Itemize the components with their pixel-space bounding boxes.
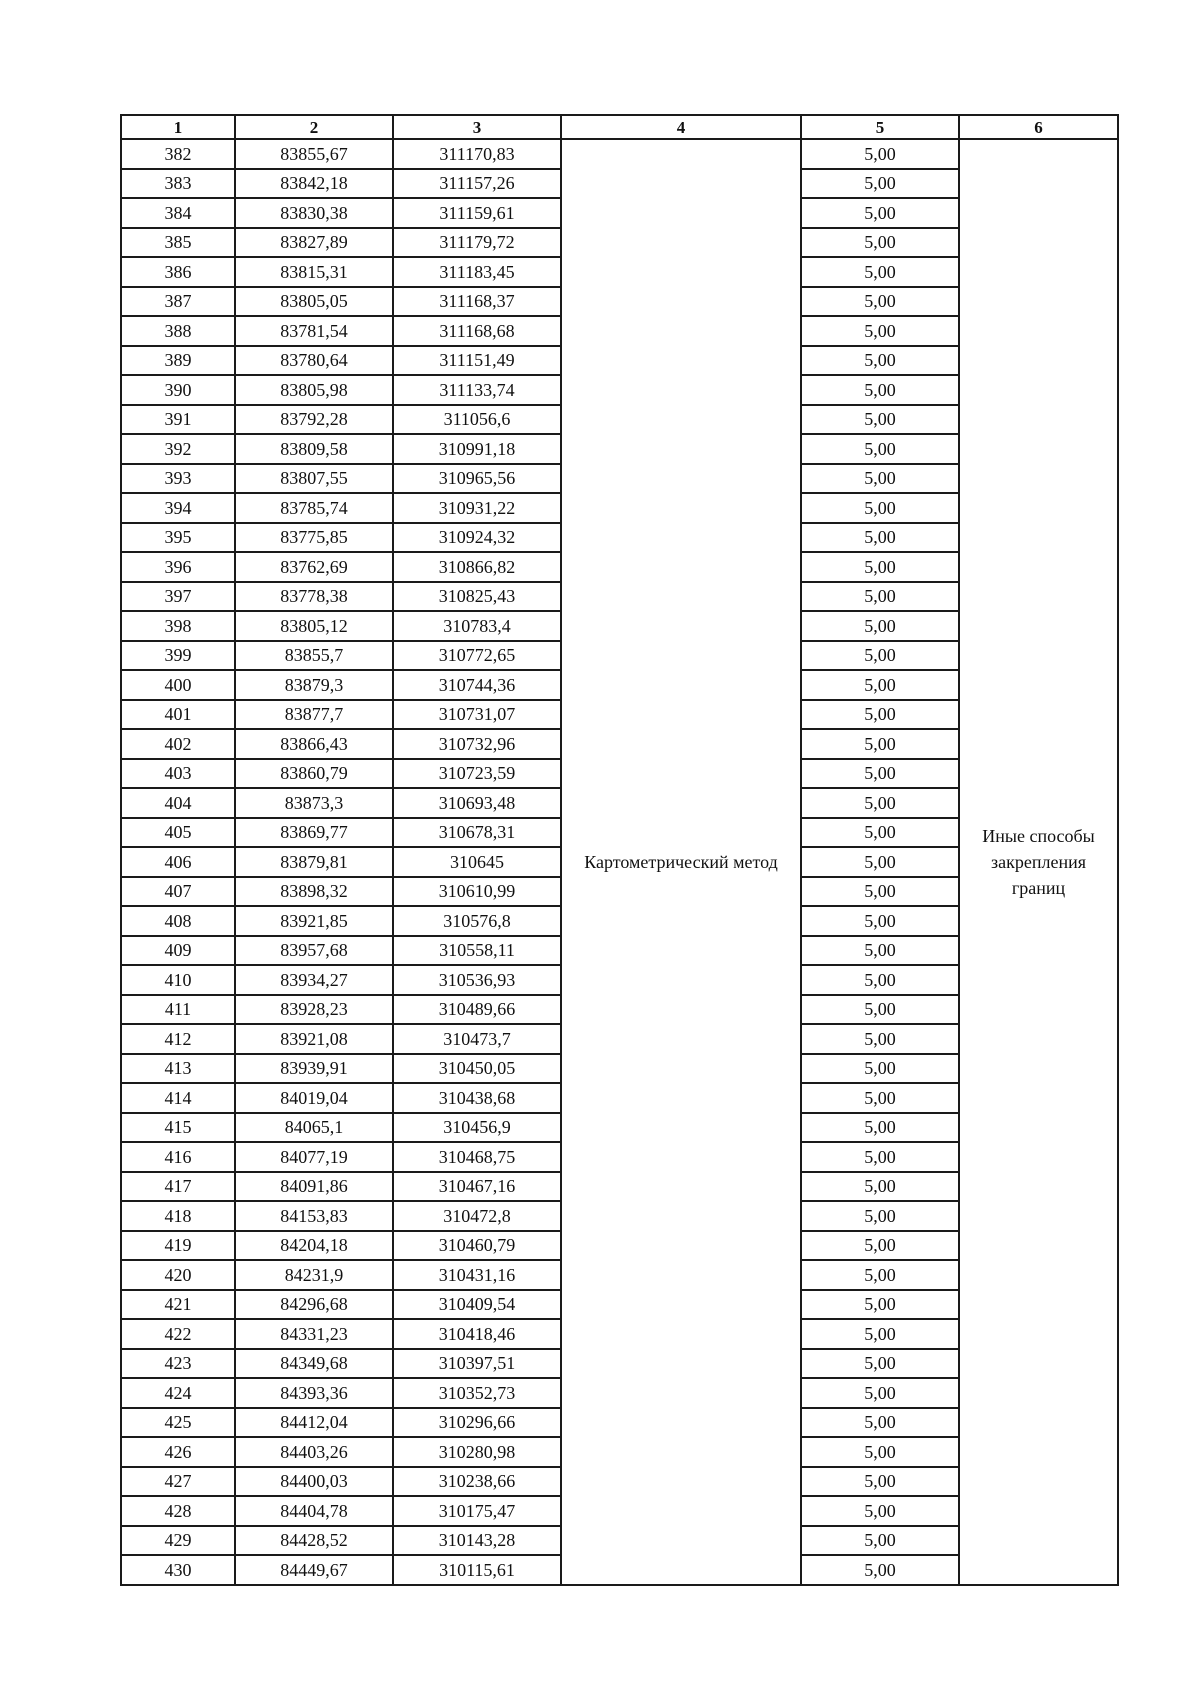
point-number-cell: 398 [121,611,235,641]
point-number-cell: 392 [121,434,235,464]
point-number-cell: 383 [121,169,235,199]
y-coordinate-cell: 310732,96 [393,729,561,759]
y-coordinate-cell: 310472,8 [393,1201,561,1231]
y-coordinate-cell: 310731,07 [393,700,561,730]
point-number-cell: 411 [121,995,235,1025]
y-coordinate-cell: 311168,68 [393,316,561,346]
accuracy-cell: 5,00 [801,493,959,523]
point-number-cell: 397 [121,582,235,612]
y-coordinate-cell: 310409,54 [393,1290,561,1320]
y-coordinate-cell: 311157,26 [393,169,561,199]
y-coordinate-cell: 310931,22 [393,493,561,523]
accuracy-cell: 5,00 [801,257,959,287]
x-coordinate-cell: 83860,79 [235,759,393,789]
accuracy-cell: 5,00 [801,1349,959,1379]
accuracy-cell: 5,00 [801,464,959,494]
point-number-cell: 424 [121,1378,235,1408]
x-coordinate-cell: 83855,7 [235,641,393,671]
point-number-cell: 402 [121,729,235,759]
x-coordinate-cell: 84019,04 [235,1083,393,1113]
point-number-cell: 413 [121,1054,235,1084]
accuracy-cell: 5,00 [801,729,959,759]
accuracy-cell: 5,00 [801,1408,959,1438]
point-number-cell: 404 [121,788,235,818]
y-coordinate-cell: 310460,79 [393,1231,561,1261]
x-coordinate-cell: 84231,9 [235,1260,393,1290]
point-number-cell: 429 [121,1526,235,1556]
y-coordinate-cell: 311179,72 [393,228,561,258]
x-coordinate-cell: 84449,67 [235,1555,393,1585]
point-number-cell: 412 [121,1024,235,1054]
point-number-cell: 391 [121,405,235,435]
x-coordinate-cell: 84331,23 [235,1319,393,1349]
accuracy-cell: 5,00 [801,405,959,435]
point-number-cell: 415 [121,1113,235,1143]
point-number-cell: 416 [121,1142,235,1172]
accuracy-cell: 5,00 [801,611,959,641]
y-coordinate-cell: 310576,8 [393,906,561,936]
point-number-cell: 414 [121,1083,235,1113]
y-coordinate-cell: 310450,05 [393,1054,561,1084]
point-number-cell: 426 [121,1437,235,1467]
y-coordinate-cell: 310783,4 [393,611,561,641]
x-coordinate-cell: 84428,52 [235,1526,393,1556]
y-coordinate-cell: 310418,46 [393,1319,561,1349]
y-coordinate-cell: 310678,31 [393,818,561,848]
accuracy-cell: 5,00 [801,1172,959,1202]
header-row [121,115,1118,139]
accuracy-cell: 5,00 [801,995,959,1025]
point-number-cell: 427 [121,1467,235,1497]
y-coordinate-cell: 310693,48 [393,788,561,818]
accuracy-cell: 5,00 [801,139,959,169]
point-number-cell: 430 [121,1555,235,1585]
point-number-cell: 420 [121,1260,235,1290]
accuracy-cell: 5,00 [801,906,959,936]
y-coordinate-cell: 310467,16 [393,1172,561,1202]
point-number-cell: 384 [121,198,235,228]
x-coordinate-cell: 83921,08 [235,1024,393,1054]
point-number-cell: 428 [121,1496,235,1526]
x-coordinate-cell: 83775,85 [235,523,393,553]
y-coordinate-cell: 310352,73 [393,1378,561,1408]
y-coordinate-cell: 311168,37 [393,287,561,317]
x-coordinate-cell: 83873,3 [235,788,393,818]
y-coordinate-cell: 310610,99 [393,877,561,907]
y-coordinate-cell: 310296,66 [393,1408,561,1438]
x-coordinate-cell: 83778,38 [235,582,393,612]
point-number-cell: 394 [121,493,235,523]
x-coordinate-cell: 83792,28 [235,405,393,435]
x-coordinate-cell: 83807,55 [235,464,393,494]
y-coordinate-cell: 310438,68 [393,1083,561,1113]
point-number-cell: 409 [121,936,235,966]
accuracy-cell: 5,00 [801,523,959,553]
x-coordinate-cell: 83805,05 [235,287,393,317]
y-coordinate-cell: 310924,32 [393,523,561,553]
point-number-cell: 385 [121,228,235,258]
y-coordinate-cell: 310965,56 [393,464,561,494]
accuracy-cell: 5,00 [801,1024,959,1054]
accuracy-cell: 5,00 [801,287,959,317]
accuracy-cell: 5,00 [801,847,959,877]
y-coordinate-cell: 310825,43 [393,582,561,612]
accuracy-cell: 5,00 [801,1231,959,1261]
y-coordinate-cell: 310431,16 [393,1260,561,1290]
x-coordinate-cell: 83827,89 [235,228,393,258]
point-number-cell: 390 [121,375,235,405]
column-header-5: 5 [801,115,959,139]
y-coordinate-cell: 310143,28 [393,1526,561,1556]
x-coordinate-cell: 83939,91 [235,1054,393,1084]
point-number-cell: 408 [121,906,235,936]
point-number-cell: 396 [121,552,235,582]
point-number-cell: 421 [121,1290,235,1320]
y-coordinate-cell: 311183,45 [393,257,561,287]
y-coordinate-cell: 310991,18 [393,434,561,464]
point-number-cell: 389 [121,346,235,376]
accuracy-cell: 5,00 [801,1467,959,1497]
accuracy-cell: 5,00 [801,700,959,730]
accuracy-cell: 5,00 [801,1526,959,1556]
y-coordinate-cell: 310175,47 [393,1496,561,1526]
x-coordinate-cell: 84404,78 [235,1496,393,1526]
point-number-cell: 422 [121,1319,235,1349]
fixing-method-cell: Иные способы закрепления границ [959,139,1118,1585]
y-coordinate-cell: 311159,61 [393,198,561,228]
point-number-cell: 400 [121,670,235,700]
y-coordinate-cell: 310473,7 [393,1024,561,1054]
y-coordinate-cell: 310536,93 [393,965,561,995]
x-coordinate-cell: 83866,43 [235,729,393,759]
x-coordinate-cell: 83762,69 [235,552,393,582]
y-coordinate-cell: 310397,51 [393,1349,561,1379]
x-coordinate-cell: 83855,67 [235,139,393,169]
y-coordinate-cell: 311056,6 [393,405,561,435]
y-coordinate-cell: 310489,66 [393,995,561,1025]
boundary-points-table [120,114,1119,1586]
y-coordinate-cell: 310238,66 [393,1467,561,1497]
accuracy-cell: 5,00 [801,1142,959,1172]
accuracy-cell: 5,00 [801,641,959,671]
y-coordinate-cell: 310866,82 [393,552,561,582]
y-coordinate-cell: 310772,65 [393,641,561,671]
accuracy-cell: 5,00 [801,877,959,907]
x-coordinate-cell: 83815,31 [235,257,393,287]
x-coordinate-cell: 84296,68 [235,1290,393,1320]
x-coordinate-cell: 83879,3 [235,670,393,700]
point-number-cell: 417 [121,1172,235,1202]
x-coordinate-cell: 84077,19 [235,1142,393,1172]
x-coordinate-cell: 83877,7 [235,700,393,730]
x-coordinate-cell: 83781,54 [235,316,393,346]
y-coordinate-cell: 310558,11 [393,936,561,966]
column-header-1: 1 [121,115,235,139]
accuracy-cell: 5,00 [801,1496,959,1526]
point-number-cell: 407 [121,877,235,907]
point-number-cell: 382 [121,139,235,169]
accuracy-cell: 5,00 [801,1555,959,1585]
x-coordinate-cell: 83809,58 [235,434,393,464]
column-header-3: 3 [393,115,561,139]
point-number-cell: 395 [121,523,235,553]
point-number-cell: 386 [121,257,235,287]
x-coordinate-cell: 84204,18 [235,1231,393,1261]
accuracy-cell: 5,00 [801,670,959,700]
x-coordinate-cell: 84091,86 [235,1172,393,1202]
y-coordinate-cell: 311170,83 [393,139,561,169]
x-coordinate-cell: 83869,77 [235,818,393,848]
accuracy-cell: 5,00 [801,1290,959,1320]
accuracy-cell: 5,00 [801,198,959,228]
y-coordinate-cell: 310115,61 [393,1555,561,1585]
accuracy-cell: 5,00 [801,375,959,405]
accuracy-cell: 5,00 [801,1260,959,1290]
point-number-cell: 393 [121,464,235,494]
x-coordinate-cell: 84412,04 [235,1408,393,1438]
x-coordinate-cell: 83780,64 [235,346,393,376]
x-coordinate-cell: 84403,26 [235,1437,393,1467]
point-number-cell: 406 [121,847,235,877]
accuracy-cell: 5,00 [801,818,959,848]
point-number-cell: 418 [121,1201,235,1231]
point-number-cell: 419 [121,1231,235,1261]
y-coordinate-cell: 310280,98 [393,1437,561,1467]
accuracy-cell: 5,00 [801,434,959,464]
accuracy-cell: 5,00 [801,582,959,612]
column-header-2: 2 [235,115,393,139]
accuracy-cell: 5,00 [801,1437,959,1467]
point-number-cell: 399 [121,641,235,671]
accuracy-cell: 5,00 [801,169,959,199]
x-coordinate-cell: 83830,38 [235,198,393,228]
x-coordinate-cell: 84400,03 [235,1467,393,1497]
x-coordinate-cell: 83898,32 [235,877,393,907]
y-coordinate-cell: 310723,59 [393,759,561,789]
y-coordinate-cell: 311133,74 [393,375,561,405]
y-coordinate-cell: 310468,75 [393,1142,561,1172]
y-coordinate-cell: 311151,49 [393,346,561,376]
x-coordinate-cell: 83842,18 [235,169,393,199]
x-coordinate-cell: 83957,68 [235,936,393,966]
column-header-4: 4 [561,115,801,139]
point-number-cell: 423 [121,1349,235,1379]
point-number-cell: 410 [121,965,235,995]
x-coordinate-cell: 84393,36 [235,1378,393,1408]
accuracy-cell: 5,00 [801,228,959,258]
point-number-cell: 405 [121,818,235,848]
y-coordinate-cell: 310456,9 [393,1113,561,1143]
x-coordinate-cell: 83785,74 [235,493,393,523]
x-coordinate-cell: 84065,1 [235,1113,393,1143]
accuracy-cell: 5,00 [801,1113,959,1143]
accuracy-cell: 5,00 [801,346,959,376]
accuracy-cell: 5,00 [801,759,959,789]
accuracy-cell: 5,00 [801,1083,959,1113]
accuracy-cell: 5,00 [801,1378,959,1408]
point-number-cell: 403 [121,759,235,789]
table-body [121,139,1118,1585]
point-number-cell: 387 [121,287,235,317]
x-coordinate-cell: 83805,98 [235,375,393,405]
accuracy-cell: 5,00 [801,936,959,966]
accuracy-cell: 5,00 [801,552,959,582]
point-number-cell: 425 [121,1408,235,1438]
x-coordinate-cell: 83879,81 [235,847,393,877]
x-coordinate-cell: 83934,27 [235,965,393,995]
method-cell: Картометрический метод [561,139,801,1585]
x-coordinate-cell: 83921,85 [235,906,393,936]
x-coordinate-cell: 84153,83 [235,1201,393,1231]
x-coordinate-cell: 84349,68 [235,1349,393,1379]
accuracy-cell: 5,00 [801,965,959,995]
accuracy-cell: 5,00 [801,1319,959,1349]
accuracy-cell: 5,00 [801,1054,959,1084]
column-header-6: 6 [959,115,1118,139]
accuracy-cell: 5,00 [801,316,959,346]
table-row [121,139,1118,169]
x-coordinate-cell: 83805,12 [235,611,393,641]
y-coordinate-cell: 310744,36 [393,670,561,700]
point-number-cell: 401 [121,700,235,730]
x-coordinate-cell: 83928,23 [235,995,393,1025]
point-number-cell: 388 [121,316,235,346]
y-coordinate-cell: 310645 [393,847,561,877]
accuracy-cell: 5,00 [801,1201,959,1231]
accuracy-cell: 5,00 [801,788,959,818]
